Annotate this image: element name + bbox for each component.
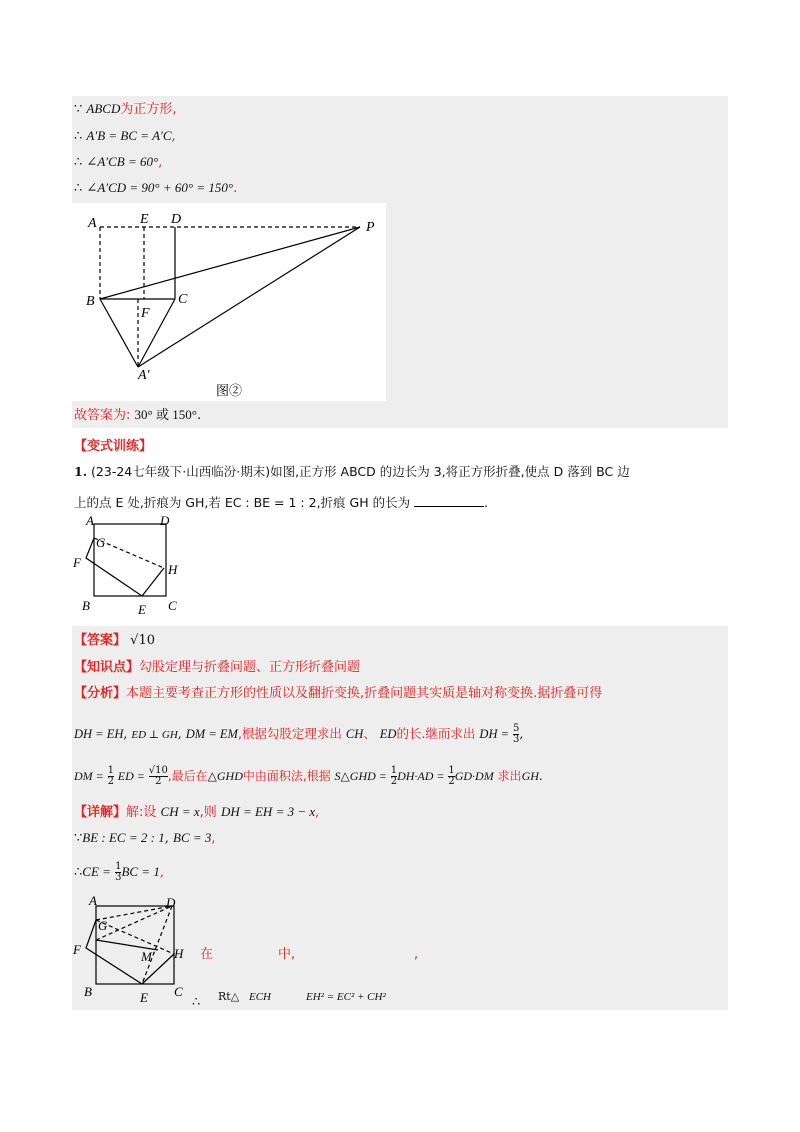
d-label-F: F — [73, 942, 81, 957]
detail-line-4-t2: 中, — [278, 947, 296, 962]
detail-line-5-rt: Rt△ — [218, 990, 240, 1003]
figure-question — [72, 514, 192, 616]
answer-tag-line: 【答案】 √10 — [74, 633, 155, 648]
analysis-line-1: 【分析】本题主要考查正方形的性质以及翻折变换,折叠问题其实质是轴对称变换.据折叠可得 — [74, 686, 603, 701]
knowledge-line: 【知识点】勾股定理与折叠问题、正方形折叠问题 — [74, 660, 361, 675]
answer-line: 故答案为: 30° 或 150°. — [74, 407, 202, 423]
figure-2 — [72, 203, 386, 401]
d-label-G: G — [98, 918, 108, 933]
label-E: E — [140, 212, 149, 227]
label-C: C — [178, 292, 188, 307]
q-label-F: F — [73, 555, 81, 570]
detail-line-4-t3: , — [414, 947, 419, 962]
q-label-E: E — [138, 602, 146, 616]
q-label-G: G — [96, 535, 106, 550]
answer-blank[interactable] — [414, 494, 484, 507]
figure-detail — [72, 892, 202, 1006]
solution-line-4: ∴ ∠A′CD = 90° + 60° = 150°. — [74, 180, 238, 196]
detail-line-5: ∴ — [192, 995, 201, 1010]
label-P: P — [366, 220, 375, 235]
detail-line-1: 【详解】解:设 CH = x,则 DH = EH = 3 − x, — [74, 804, 320, 820]
detail-line-4-t1: 在 — [200, 947, 214, 962]
label-D: D — [171, 212, 182, 227]
q-label-H: H — [168, 562, 178, 577]
detail-line-3: ∴CE = $\frac{1}{3}$ BC = 1, — [74, 861, 164, 883]
question-line-1: 1. (23-24七年级下·山西临汾·期末)如图,正方形 ABCD 的边长为 3,将正方形折叠,使点 D 落到 BC 边 — [74, 464, 630, 479]
d-label-A: A — [89, 893, 97, 908]
analysis-line-2: DH = EH, ED ⊥ GH, DM = EM,根据勾股定理求出 CH、 ED的长.继而求出 DH = $\frac{5}{3}$ , — [74, 723, 524, 745]
detail-line-5-eq: EH² = EC² + CH² — [306, 991, 386, 1003]
d-label-E: E — [140, 990, 148, 1005]
d-label-C: C — [174, 984, 183, 999]
solution-line-1: ∵ ABCD为正方形, — [74, 101, 177, 117]
detail-line-5-ech: ECH — [249, 991, 271, 1003]
figure-2-caption: 图② — [216, 383, 243, 398]
label-B: B — [86, 294, 95, 309]
analysis-line-3: DM = $\frac{1}{2}$ ED = $\frac{√10}{2}$ ,最后在△GHD中由面积法,根据 S△GHD = $\frac{1}{2}$ DH·AD = $\frac{1}{2}$ GD·DM 求出GH. — [74, 765, 543, 787]
q-label-D: D — [160, 514, 170, 528]
q-label-C: C — [168, 598, 177, 613]
d-label-B: B — [84, 984, 92, 999]
q-label-B: B — [82, 598, 90, 613]
fraction-5-3: $\frac{5}{3}$ — [513, 723, 520, 745]
d-label-D: D — [166, 895, 176, 910]
question-line-2: 上的点 E 处,折痕为 GH,若 EC : BE = 1 : 2,折痕 GH 的长为 . — [74, 495, 489, 510]
q-label-A: A — [86, 514, 94, 528]
detail-line-2: ∵BE : EC = 2 : 1, BC = 3, — [74, 830, 216, 846]
variant-heading: 【变式训练】 — [74, 439, 153, 454]
label-A-prime: A′ — [138, 368, 150, 383]
d-label-H: H — [174, 946, 184, 961]
solution-line-2: ∴ A′B = BC = A′C, — [74, 128, 176, 144]
label-A: A — [88, 216, 97, 231]
solution-line-3: ∴ ∠A′CB = 60°, — [74, 154, 163, 170]
d-label-M: M — [141, 949, 152, 964]
label-F: F — [141, 306, 150, 321]
